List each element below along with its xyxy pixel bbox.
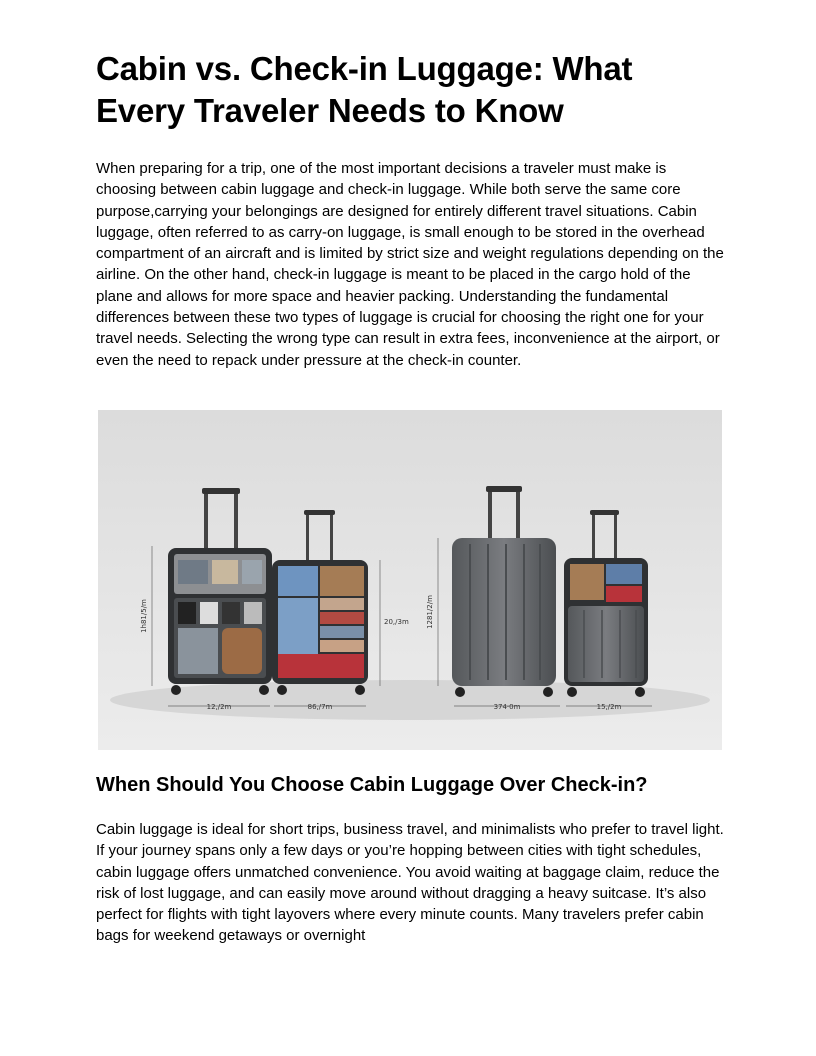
dim-left-height: 1h81/5/m (140, 599, 148, 633)
article (96, 48, 724, 371)
section-paragraph: Cabin luggage is ideal for short trips, business travel, and minimalists who prefer to travel light. If your journey spans only a few days or you’re hopping between cities with tight schedules, cabin luggage offers unmatched convenience. You avoid waiting at baggage claim, reduce the risk of lost luggage, and can easily move around without dragging a heavy suitcase. It’s also perfect for flights with tight layovers where every minute counts. Many travelers prefer cabin bags for weekend getaways or overnight (96, 821, 724, 945)
section-heading: When Should You Choose Cabin Luggage Over Check-in? (96, 774, 648, 796)
page-title: Cabin vs. Check-in Luggage: What Every Traveler Needs to Know (96, 50, 633, 129)
dim-left-width-large: 12,/2m (206, 703, 232, 711)
dim-right-width-small: 15,/2m (596, 703, 622, 711)
dim-right-height: 1281/2/m (426, 595, 434, 629)
dim-left-height-small: 20,/3m (384, 618, 409, 626)
luggage-photo (98, 410, 722, 750)
intro-paragraph: When preparing for a trip, one of the most important decisions a traveler must make is choosing between cabin luggage and check-in luggage. While both serve the same core purpose,carrying your belongings are designed for entirely different travel situations. Cabin luggage, often referred to as carry-on luggage, is small enough to be stored in the overhead compartment of an aircraft and is limited by strict size and weight regulations depending on the airline. On the other hand, check-in luggage is meant to be placed in the cargo hold of the plane and allows for more space and heavier packing. Understanding the fundamental differences between these two types of luggage is crucial for choosing the right one for your travel needs. Selecting the wrong type can result in extra fees, inconvenience at the airport, or even the need to repack under pressure at the check-in counter. (96, 160, 724, 369)
dim-left-width-small: 86,/7m (307, 703, 333, 711)
dim-right-width-large: 374·0m (493, 703, 521, 711)
section-cabin-vs-checkin (96, 772, 724, 947)
